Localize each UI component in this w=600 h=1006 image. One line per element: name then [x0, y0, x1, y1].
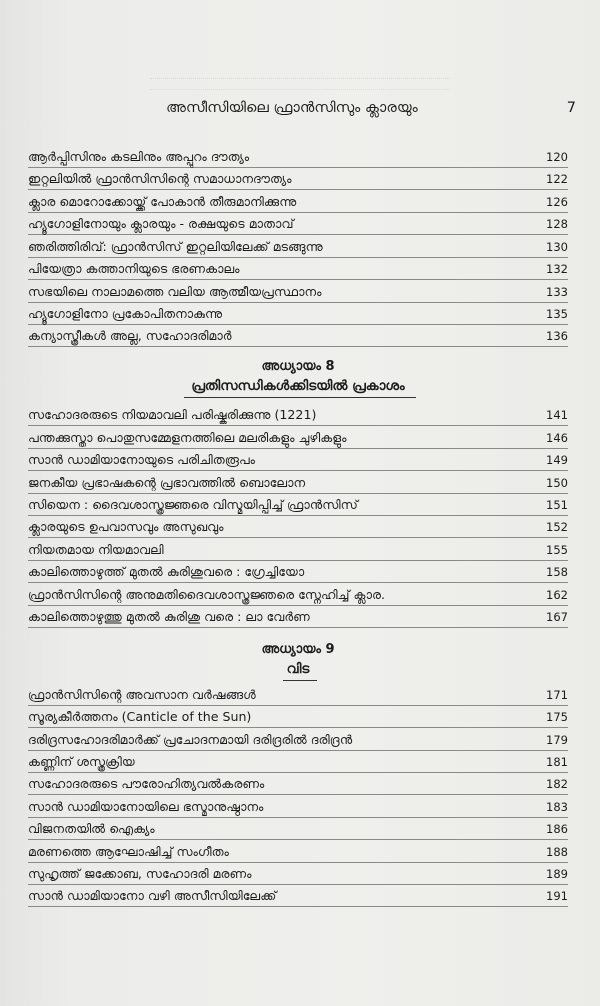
- leader-rule: [28, 605, 568, 606]
- toc-entry[interactable]: [28, 474, 568, 494]
- toc-entry[interactable]: [28, 586, 568, 606]
- leader-rule: [28, 727, 568, 728]
- toc-entry-title: സിയെന : ദൈവശാസ്ത്രജ്ഞരെ വിസ്മയിപ്പിച്ച് ഫ്രാൻസിസ്: [28, 497, 358, 512]
- toc-entry-page: 162: [546, 588, 568, 602]
- toc-entry-page: 136: [546, 329, 568, 343]
- leader-rule: [28, 884, 568, 885]
- leader-rule: [28, 470, 568, 471]
- leader-rule: [28, 302, 568, 303]
- toc-entry-page: 130: [546, 240, 568, 254]
- toc-entry-page: 146: [546, 431, 568, 445]
- leader-rule: [28, 346, 568, 347]
- leader-rule: [28, 515, 568, 516]
- toc-entry[interactable]: [28, 563, 568, 583]
- leader-rule: [28, 705, 568, 706]
- chapter-8-title: പ്രതിസന്ധികൾക്കിടയിൽ പ്രകാശം: [191, 378, 405, 394]
- toc-entry-title: പന്തക്കുസ്താ പൊതുസമ്മേളനത്തിലെ മലരികളും ചുഴികളും: [28, 430, 347, 445]
- toc-entry[interactable]: [28, 708, 568, 728]
- toc-entry[interactable]: [28, 798, 568, 818]
- toc-entry[interactable]: [28, 215, 568, 235]
- toc-entry-title: ഫ്രാൻസിസിന്റെ അവസാന വർഷങ്ങൾ: [28, 687, 256, 702]
- leader-rule: [28, 167, 568, 168]
- toc-entry[interactable]: [28, 496, 568, 516]
- toc-entry-title: സഭയിലെ നാലാമത്തെ വലിയ ആത്മീയപ്രസ്ഥാനം: [28, 284, 322, 299]
- leader-rule: [28, 448, 568, 449]
- toc-entry-page: 126: [546, 195, 568, 209]
- toc-entry-title: കണ്ണിന് ശസ്ത്രക്രിയ: [28, 754, 135, 769]
- leader-rule: [28, 794, 568, 795]
- toc-entry[interactable]: [28, 451, 568, 471]
- toc-entry-page: 189: [546, 867, 568, 881]
- toc-entry-page: 133: [546, 285, 568, 299]
- toc-entry-title: കാലിത്തൊഴുത്തു മുതൽ കുരിശു വരെ : ലാ വേർണ: [28, 609, 310, 624]
- toc-entry-page: 155: [546, 543, 568, 557]
- toc-entry-title: ജനകീയ പ്രഭാഷകന്റെ പ്രഭാവത്തിൽ ബൊലോന: [28, 475, 306, 490]
- toc-entry-title: പിയേത്രാ കത്താനിയുടെ ഭരണകാലം: [28, 261, 240, 276]
- chapter-8-label: അധ്യായം 8: [261, 359, 335, 374]
- toc-entry-page: 171: [546, 688, 568, 702]
- leader-rule: [28, 862, 568, 863]
- running-head-page-number: 7: [566, 100, 576, 116]
- toc-entry-page: 128: [546, 217, 568, 231]
- leader-rule: [28, 257, 568, 258]
- toc-entry[interactable]: [28, 775, 568, 795]
- leader-rule: [28, 627, 568, 628]
- toc-entry-page: 182: [546, 777, 568, 791]
- toc-entry-page: 181: [546, 755, 568, 769]
- toc-entry-title: സാൻ ഡാമിയാനോയിലെ ഭസ്മാനുഷ്ഠാനം: [28, 799, 264, 814]
- toc-entry-title: ഞരിത്തിരിവ്: ഫ്രാൻസിസ് ഇറ്റലിയിലേക്ക് മടങ്ങുന്നു: [28, 239, 323, 254]
- toc-entry[interactable]: [28, 305, 568, 325]
- leader-rule: [28, 425, 568, 426]
- toc-entry-title: കന്യാസ്ത്രീകൾ അല്ല, സഹോദരിമാർ: [28, 328, 232, 343]
- leader-rule: [28, 493, 568, 494]
- leader-rule: [28, 537, 568, 538]
- toc-entry-page: 175: [546, 710, 568, 724]
- leader-rule: [28, 817, 568, 818]
- toc-entry[interactable]: [28, 865, 568, 885]
- toc-entry[interactable]: [28, 731, 568, 751]
- toc-entry[interactable]: [28, 170, 568, 190]
- toc-entry-title: ഹ്യൂഗോളിനോയും ക്ലാരയും - രക്ഷയുടെ മാതാവ്: [28, 216, 294, 231]
- toc-entry-page: 183: [546, 800, 568, 814]
- toc-entry[interactable]: [28, 148, 568, 168]
- toc-entry[interactable]: [28, 283, 568, 303]
- toc-entry-title: സാൻ ഡാമിയാനോ വഴി അസീസിയിലേക്ക്: [28, 888, 277, 903]
- toc-entry-page: 152: [546, 520, 568, 534]
- toc-entry-page: 151: [546, 498, 568, 512]
- toc-entry-title: സാൻ ഡാമിയാനോയുടെ പരിചിതരൂപം: [28, 452, 256, 467]
- toc-entry-page: 186: [546, 822, 568, 836]
- toc-entry-title: വിജനതയിൽ ഐക്യം: [28, 821, 155, 836]
- chapter-9-label: അധ്യായം 9: [261, 642, 335, 657]
- toc-entry-page: 158: [546, 565, 568, 579]
- leader-rule: [28, 560, 568, 561]
- toc-entry[interactable]: [28, 193, 568, 213]
- chapter-8-underline: [184, 397, 416, 398]
- leader-rule: [28, 324, 568, 325]
- toc-entry[interactable]: [28, 843, 568, 863]
- toc-entry-page: 167: [546, 610, 568, 624]
- leader-rule: [28, 582, 568, 583]
- toc-entry-title: ക്ലാര മൊറോക്കോയ്ക്ക് പോകാൻ തീരുമാനിക്കുന്നു: [28, 194, 297, 209]
- toc-entry-title: നിയതമായ നിയമാവലി: [28, 542, 164, 557]
- leader-rule: [28, 212, 568, 213]
- leader-rule: [28, 189, 568, 190]
- toc-entry[interactable]: [28, 429, 568, 449]
- toc-entry-title: ആർപ്പിസിനും കടലിനും അപ്പുറം ദൗത്യം: [28, 149, 250, 164]
- toc-entry[interactable]: [28, 260, 568, 280]
- toc-entry-page: 179: [546, 733, 568, 747]
- toc-entry-page: 141: [546, 408, 568, 422]
- toc-entry-page: 149: [546, 453, 568, 467]
- toc-entry[interactable]: [28, 820, 568, 840]
- leader-rule: [28, 772, 568, 773]
- toc-entry-page: 122: [546, 172, 568, 186]
- toc-entry-title: സഹോദരരുടെ നിയമാവലി പരിഷ്കരിക്കുന്നു (1221): [28, 407, 317, 422]
- toc-entry[interactable]: [28, 887, 568, 907]
- leader-rule: [28, 906, 568, 907]
- toc-entry-page: 132: [546, 262, 568, 276]
- toc-entry-title: സൂര്യകീർത്തനം (Canticle of the Sun): [28, 709, 252, 724]
- chapter-9-title: വിട: [286, 661, 310, 677]
- toc-entry[interactable]: [28, 753, 568, 773]
- toc-entry[interactable]: [28, 608, 568, 628]
- toc-entry-title: ക്ലാരയുടെ ഉപവാസവും അസുഖവും: [28, 519, 224, 534]
- toc-entry[interactable]: [28, 406, 568, 426]
- toc-entry-title: ദരിദ്രസഹോദരിമാർക്ക് പ്രചോദനമായി ദരിദ്രരിൽ ദരിദ്രൻ: [28, 732, 353, 747]
- toc-entry-title: സുഹൃത്ത് ജക്കോബ, സഹോദരി മരണം: [28, 866, 252, 881]
- toc-entry[interactable]: [28, 238, 568, 258]
- toc-entry-title: സഹോദരരുടെ പൗരോഹിത്യവൽകരണം: [28, 776, 265, 791]
- toc-entry-page: 135: [546, 307, 568, 321]
- toc-entry[interactable]: [28, 518, 568, 538]
- toc-entry-title: ഇറ്റലിയിൽ ഫ്രാൻസിസിന്റെ സമാധാനദൗത്യം: [28, 171, 292, 186]
- toc-entry-page: 120: [546, 150, 568, 164]
- toc-entry-page: 150: [546, 476, 568, 490]
- leader-rule: [28, 279, 568, 280]
- toc-entry-page: 191: [546, 889, 568, 903]
- leader-rule: [28, 750, 568, 751]
- bleed-through-text: [150, 78, 450, 90]
- leader-rule: [28, 234, 568, 235]
- toc-entry[interactable]: [28, 541, 568, 561]
- toc-entry[interactable]: [28, 686, 568, 706]
- toc-entry-title: മരണത്തെ ആഘോഷിച്ച് സംഗീതം: [28, 844, 229, 859]
- toc-entry-title: കാലിത്തൊഴുത്ത് മുതൽ കുരിശുവരെ : ഗ്രേച്ചിയോ: [28, 564, 305, 579]
- toc-entry-page: 188: [546, 845, 568, 859]
- leader-rule: [28, 839, 568, 840]
- running-head-title: അസീസിയിലെ ഫ്രാൻസിസും ക്ലാരയും: [166, 100, 418, 116]
- running-head: [40, 96, 576, 120]
- toc-entry-title: ഹ്യൂഗോളിനോ പ്രകോപിതനാകുന്നു: [28, 306, 223, 321]
- toc-entry[interactable]: [28, 327, 568, 347]
- toc-entry-title: ഫ്രാൻസിസിന്റെ അനുമതിദൈവശാസ്ത്രജ്ഞരെ സ്നേഹിച്ച് ക്ലാര.: [28, 587, 385, 602]
- chapter-9-underline: [283, 680, 317, 681]
